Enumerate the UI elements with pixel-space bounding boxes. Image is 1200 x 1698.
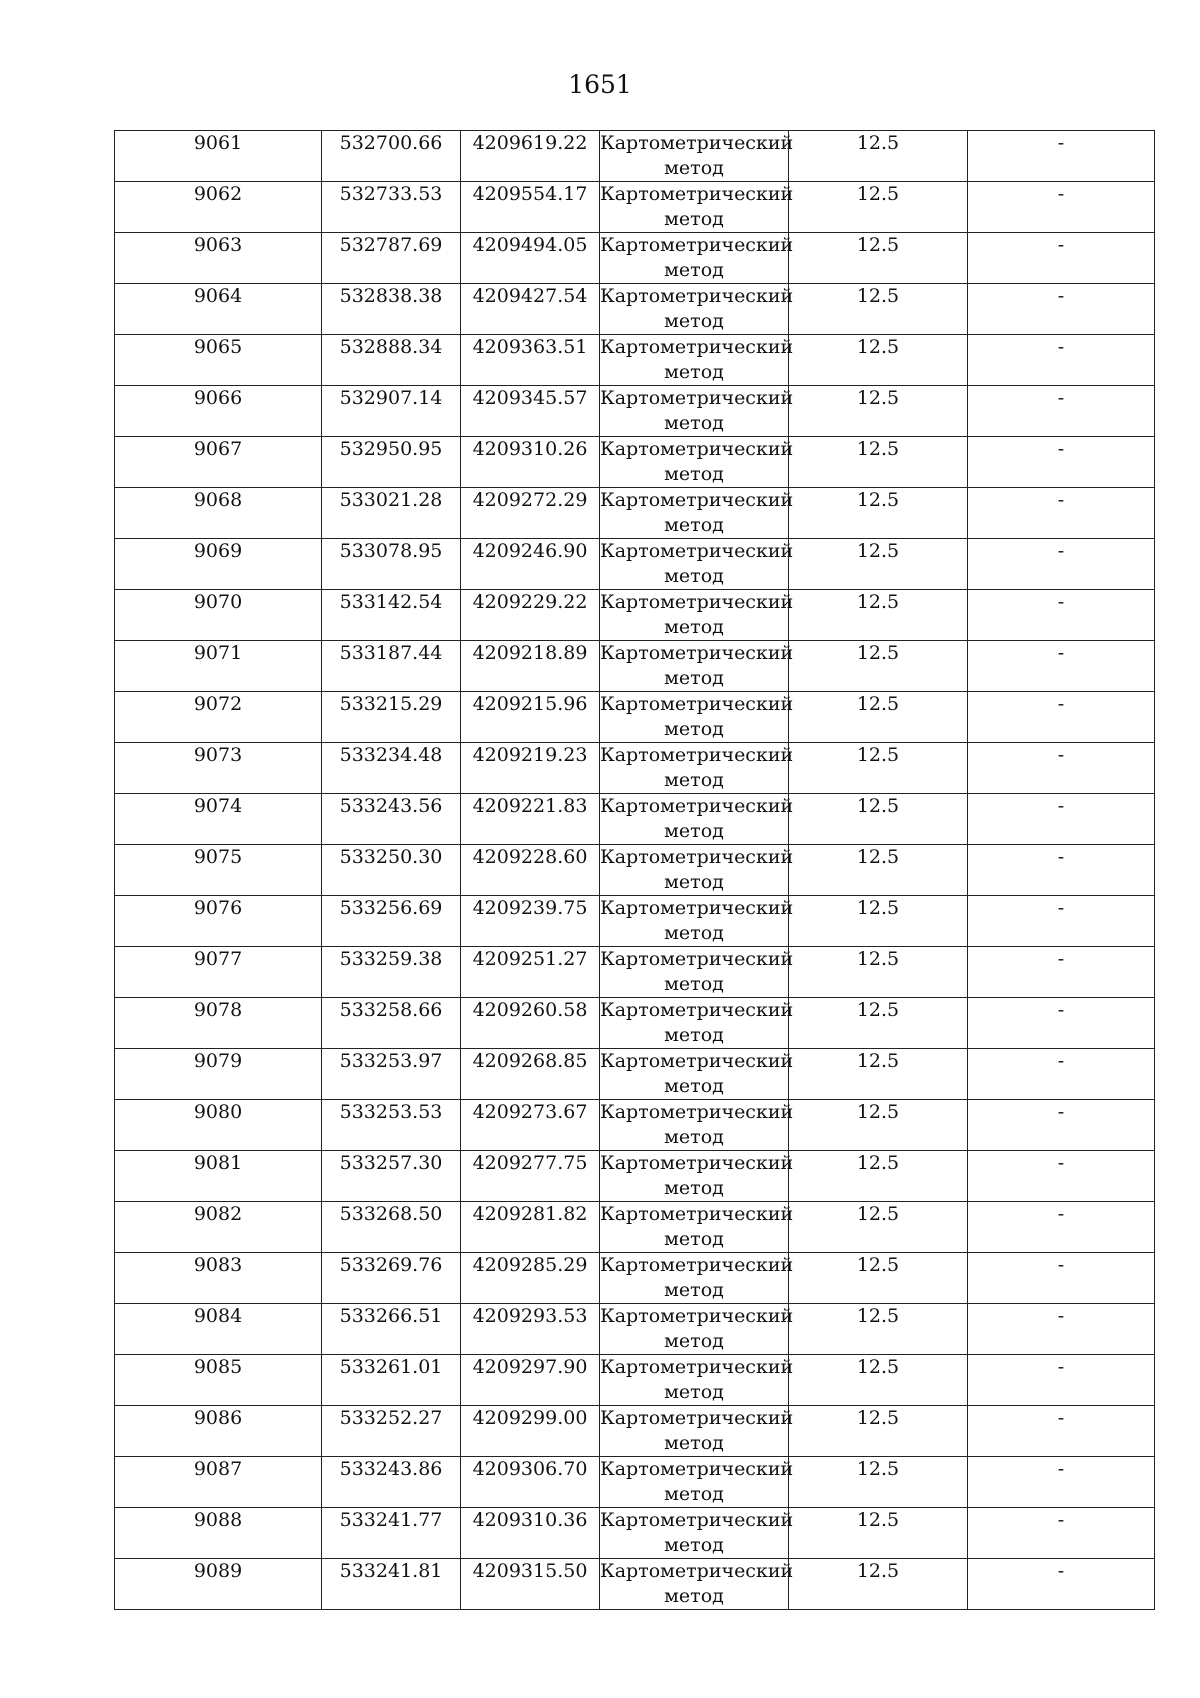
method-cell: Картометрический метод — [600, 1049, 789, 1100]
description-cell: - — [968, 845, 1155, 896]
table-row — [115, 1406, 1155, 1457]
x-coordinate-cell: 532950.95 — [322, 437, 461, 488]
x-coordinate-cell: 532888.34 — [322, 335, 461, 386]
accuracy-cell: 12.5 — [789, 845, 968, 896]
method-cell: Картометрический метод — [600, 590, 789, 641]
method-cell: Картометрический метод — [600, 1202, 789, 1253]
table-row — [115, 845, 1155, 896]
y-coordinate-cell: 4209229.22 — [461, 590, 600, 641]
method-cell: Картометрический метод — [600, 1100, 789, 1151]
point-number-cell: 9065 — [115, 335, 322, 386]
table-row — [115, 335, 1155, 386]
description-cell: - — [968, 590, 1155, 641]
y-coordinate-cell: 4209221.83 — [461, 794, 600, 845]
accuracy-cell: 12.5 — [789, 1304, 968, 1355]
x-coordinate-cell: 533187.44 — [322, 641, 461, 692]
description-cell: - — [968, 1151, 1155, 1202]
y-coordinate-cell: 4209246.90 — [461, 539, 600, 590]
x-coordinate-cell: 532907.14 — [322, 386, 461, 437]
description-cell: - — [968, 743, 1155, 794]
description-cell: - — [968, 233, 1155, 284]
y-coordinate-cell: 4209239.75 — [461, 896, 600, 947]
point-number-cell: 9089 — [115, 1559, 322, 1610]
table-row — [115, 947, 1155, 998]
y-coordinate-cell: 4209363.51 — [461, 335, 600, 386]
point-number-cell: 9084 — [115, 1304, 322, 1355]
point-number-cell: 9072 — [115, 692, 322, 743]
y-coordinate-cell: 4209215.96 — [461, 692, 600, 743]
x-coordinate-cell: 533243.86 — [322, 1457, 461, 1508]
x-coordinate-cell: 533021.28 — [322, 488, 461, 539]
accuracy-cell: 12.5 — [789, 488, 968, 539]
method-cell: Картометрический метод — [600, 1151, 789, 1202]
method-cell: Картометрический метод — [600, 182, 789, 233]
method-cell: Картометрический метод — [600, 692, 789, 743]
table-row — [115, 1151, 1155, 1202]
y-coordinate-cell: 4209293.53 — [461, 1304, 600, 1355]
table-row — [115, 590, 1155, 641]
description-cell: - — [968, 1355, 1155, 1406]
method-cell: Картометрический метод — [600, 233, 789, 284]
accuracy-cell: 12.5 — [789, 896, 968, 947]
description-cell: - — [968, 896, 1155, 947]
table-row — [115, 1049, 1155, 1100]
x-coordinate-cell: 533268.50 — [322, 1202, 461, 1253]
description-cell: - — [968, 641, 1155, 692]
point-number-cell: 9063 — [115, 233, 322, 284]
method-cell: Картометрический метод — [600, 1508, 789, 1559]
y-coordinate-cell: 4209310.26 — [461, 437, 600, 488]
method-cell: Картометрический метод — [600, 131, 789, 182]
description-cell: - — [968, 488, 1155, 539]
accuracy-cell: 12.5 — [789, 284, 968, 335]
y-coordinate-cell: 4209310.36 — [461, 1508, 600, 1559]
method-cell: Картометрический метод — [600, 1559, 789, 1610]
y-coordinate-cell: 4209345.57 — [461, 386, 600, 437]
description-cell: - — [968, 794, 1155, 845]
description-cell: - — [968, 947, 1155, 998]
y-coordinate-cell: 4209285.29 — [461, 1253, 600, 1304]
y-coordinate-cell: 4209299.00 — [461, 1406, 600, 1457]
method-cell: Картометрический метод — [600, 437, 789, 488]
y-coordinate-cell: 4209218.89 — [461, 641, 600, 692]
accuracy-cell: 12.5 — [789, 131, 968, 182]
accuracy-cell: 12.5 — [789, 743, 968, 794]
description-cell: - — [968, 131, 1155, 182]
method-cell: Картометрический метод — [600, 488, 789, 539]
x-coordinate-cell: 533250.30 — [322, 845, 461, 896]
method-cell: Картометрический метод — [600, 743, 789, 794]
table-row — [115, 1100, 1155, 1151]
point-number-cell: 9077 — [115, 947, 322, 998]
point-number-cell: 9062 — [115, 182, 322, 233]
x-coordinate-cell: 533253.97 — [322, 1049, 461, 1100]
accuracy-cell: 12.5 — [789, 641, 968, 692]
point-number-cell: 9082 — [115, 1202, 322, 1253]
point-number-cell: 9087 — [115, 1457, 322, 1508]
point-number-cell: 9080 — [115, 1100, 322, 1151]
table-row — [115, 284, 1155, 335]
point-number-cell: 9085 — [115, 1355, 322, 1406]
accuracy-cell: 12.5 — [789, 1457, 968, 1508]
table-row — [115, 1559, 1155, 1610]
point-number-cell: 9076 — [115, 896, 322, 947]
y-coordinate-cell: 4209277.75 — [461, 1151, 600, 1202]
x-coordinate-cell: 533269.76 — [322, 1253, 461, 1304]
table-row — [115, 641, 1155, 692]
point-number-cell: 9074 — [115, 794, 322, 845]
description-cell: - — [968, 998, 1155, 1049]
y-coordinate-cell: 4209273.67 — [461, 1100, 600, 1151]
method-cell: Картометрический метод — [600, 896, 789, 947]
point-number-cell: 9088 — [115, 1508, 322, 1559]
table-row — [115, 1304, 1155, 1355]
table-row — [115, 1355, 1155, 1406]
accuracy-cell: 12.5 — [789, 182, 968, 233]
description-cell: - — [968, 1253, 1155, 1304]
point-number-cell: 9073 — [115, 743, 322, 794]
x-coordinate-cell: 533266.51 — [322, 1304, 461, 1355]
y-coordinate-cell: 4209272.29 — [461, 488, 600, 539]
y-coordinate-cell: 4209219.23 — [461, 743, 600, 794]
x-coordinate-cell: 533241.77 — [322, 1508, 461, 1559]
table-row — [115, 896, 1155, 947]
method-cell: Картометрический метод — [600, 998, 789, 1049]
method-cell: Картометрический метод — [600, 386, 789, 437]
page-number: 1651 — [568, 70, 632, 99]
table-row — [115, 692, 1155, 743]
point-number-cell: 9061 — [115, 131, 322, 182]
description-cell: - — [968, 284, 1155, 335]
point-number-cell: 9067 — [115, 437, 322, 488]
accuracy-cell: 12.5 — [789, 386, 968, 437]
x-coordinate-cell: 533142.54 — [322, 590, 461, 641]
method-cell: Картометрический метод — [600, 335, 789, 386]
x-coordinate-cell: 533241.81 — [322, 1559, 461, 1610]
accuracy-cell: 12.5 — [789, 1151, 968, 1202]
description-cell: - — [968, 1100, 1155, 1151]
description-cell: - — [968, 335, 1155, 386]
y-coordinate-cell: 4209260.58 — [461, 998, 600, 1049]
y-coordinate-cell: 4209268.85 — [461, 1049, 600, 1100]
x-coordinate-cell: 533243.56 — [322, 794, 461, 845]
point-number-cell: 9083 — [115, 1253, 322, 1304]
y-coordinate-cell: 4209306.70 — [461, 1457, 600, 1508]
method-cell: Картометрический метод — [600, 1253, 789, 1304]
accuracy-cell: 12.5 — [789, 947, 968, 998]
method-cell: Картометрический метод — [600, 539, 789, 590]
description-cell: - — [968, 1559, 1155, 1610]
accuracy-cell: 12.5 — [789, 233, 968, 284]
method-cell: Картометрический метод — [600, 1304, 789, 1355]
accuracy-cell: 12.5 — [789, 1100, 968, 1151]
x-coordinate-cell: 533234.48 — [322, 743, 461, 794]
table-row — [115, 1457, 1155, 1508]
x-coordinate-cell: 532787.69 — [322, 233, 461, 284]
description-cell: - — [968, 386, 1155, 437]
point-number-cell: 9068 — [115, 488, 322, 539]
accuracy-cell: 12.5 — [789, 998, 968, 1049]
y-coordinate-cell: 4209427.54 — [461, 284, 600, 335]
table-row — [115, 998, 1155, 1049]
x-coordinate-cell: 533252.27 — [322, 1406, 461, 1457]
description-cell: - — [968, 1304, 1155, 1355]
table-row — [115, 1508, 1155, 1559]
point-number-cell: 9064 — [115, 284, 322, 335]
accuracy-cell: 12.5 — [789, 794, 968, 845]
x-coordinate-cell: 533258.66 — [322, 998, 461, 1049]
x-coordinate-cell: 533259.38 — [322, 947, 461, 998]
method-cell: Картометрический метод — [600, 794, 789, 845]
point-number-cell: 9081 — [115, 1151, 322, 1202]
accuracy-cell: 12.5 — [789, 1559, 968, 1610]
table-row — [115, 182, 1155, 233]
accuracy-cell: 12.5 — [789, 1355, 968, 1406]
point-number-cell: 9079 — [115, 1049, 322, 1100]
accuracy-cell: 12.5 — [789, 335, 968, 386]
table-row — [115, 233, 1155, 284]
coordinates-table — [114, 130, 1155, 1610]
x-coordinate-cell: 533078.95 — [322, 539, 461, 590]
accuracy-cell: 12.5 — [789, 539, 968, 590]
method-cell: Картометрический метод — [600, 1355, 789, 1406]
description-cell: - — [968, 182, 1155, 233]
method-cell: Картометрический метод — [600, 845, 789, 896]
x-coordinate-cell: 532700.66 — [322, 131, 461, 182]
accuracy-cell: 12.5 — [789, 1049, 968, 1100]
y-coordinate-cell: 4209251.27 — [461, 947, 600, 998]
method-cell: Картометрический метод — [600, 947, 789, 998]
x-coordinate-cell: 533257.30 — [322, 1151, 461, 1202]
table-row — [115, 1202, 1155, 1253]
method-cell: Картометрический метод — [600, 1457, 789, 1508]
point-number-cell: 9066 — [115, 386, 322, 437]
y-coordinate-cell: 4209228.60 — [461, 845, 600, 896]
x-coordinate-cell: 533215.29 — [322, 692, 461, 743]
table-row — [115, 794, 1155, 845]
x-coordinate-cell: 533256.69 — [322, 896, 461, 947]
description-cell: - — [968, 1406, 1155, 1457]
description-cell: - — [968, 1457, 1155, 1508]
table-row — [115, 488, 1155, 539]
description-cell: - — [968, 437, 1155, 488]
description-cell: - — [968, 539, 1155, 590]
description-cell: - — [968, 692, 1155, 743]
method-cell: Картометрический метод — [600, 641, 789, 692]
description-cell: - — [968, 1049, 1155, 1100]
point-number-cell: 9075 — [115, 845, 322, 896]
accuracy-cell: 12.5 — [789, 590, 968, 641]
accuracy-cell: 12.5 — [789, 1253, 968, 1304]
point-number-cell: 9070 — [115, 590, 322, 641]
table-row — [115, 539, 1155, 590]
x-coordinate-cell: 532838.38 — [322, 284, 461, 335]
table-row — [115, 437, 1155, 488]
point-number-cell: 9086 — [115, 1406, 322, 1457]
point-number-cell: 9069 — [115, 539, 322, 590]
description-cell: - — [968, 1508, 1155, 1559]
point-number-cell: 9078 — [115, 998, 322, 1049]
y-coordinate-cell: 4209281.82 — [461, 1202, 600, 1253]
accuracy-cell: 12.5 — [789, 1202, 968, 1253]
accuracy-cell: 12.5 — [789, 437, 968, 488]
y-coordinate-cell: 4209315.50 — [461, 1559, 600, 1610]
description-cell: - — [968, 1202, 1155, 1253]
table-row — [115, 386, 1155, 437]
y-coordinate-cell: 4209619.22 — [461, 131, 600, 182]
accuracy-cell: 12.5 — [789, 692, 968, 743]
x-coordinate-cell: 532733.53 — [322, 182, 461, 233]
point-number-cell: 9071 — [115, 641, 322, 692]
y-coordinate-cell: 4209554.17 — [461, 182, 600, 233]
x-coordinate-cell: 533253.53 — [322, 1100, 461, 1151]
accuracy-cell: 12.5 — [789, 1508, 968, 1559]
method-cell: Картометрический метод — [600, 1406, 789, 1457]
table-row — [115, 131, 1155, 182]
x-coordinate-cell: 533261.01 — [322, 1355, 461, 1406]
table-row — [115, 743, 1155, 794]
table-row — [115, 1253, 1155, 1304]
y-coordinate-cell: 4209494.05 — [461, 233, 600, 284]
method-cell: Картометрический метод — [600, 284, 789, 335]
y-coordinate-cell: 4209297.90 — [461, 1355, 600, 1406]
accuracy-cell: 12.5 — [789, 1406, 968, 1457]
coordinates-table-body — [115, 131, 1155, 1610]
